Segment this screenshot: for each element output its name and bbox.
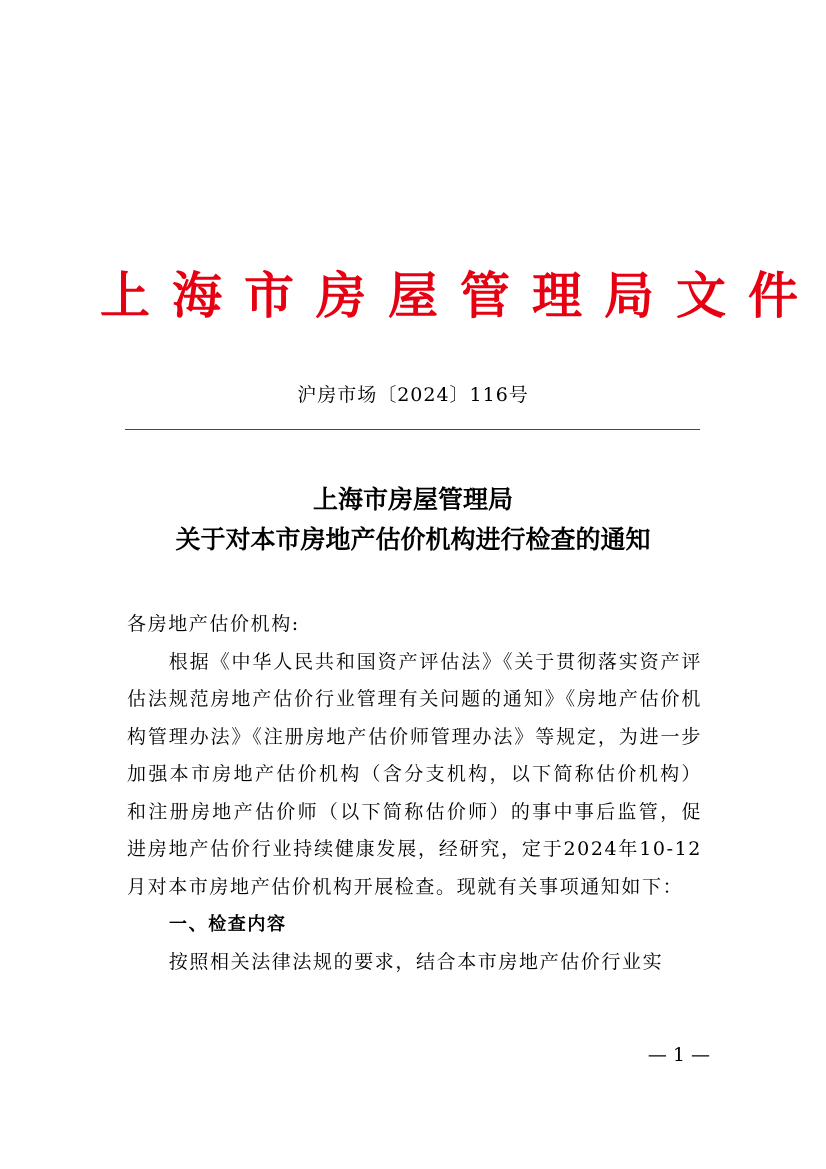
page-number: — 1 — xyxy=(647,1044,710,1066)
title-line-1: 上海市房屋管理局 xyxy=(312,485,513,514)
red-divider-line xyxy=(125,429,700,430)
document-title xyxy=(0,480,826,560)
section-heading-1: 一、检查内容 xyxy=(169,914,287,935)
body-paragraph-1: 根据《中华人民共和国资产评估法》《关于贯彻落实资产评估法规范房地产估价行业管理有关问题的通知》《房地产估价机构管理办法》《注册房地产估价师管理办法》等规定，为进一步加强本市房地产估价机构（含分支机构，以下简称估价机构）和注册房地产估价师（以下简称估价师）的事中事后监管，促进房地产估价行业持续健康发展，经研究，定于2024年10-12月对本市房地产估价机构开展检查。现就有关事项通知如下： xyxy=(127,650,702,898)
document-body xyxy=(127,606,702,981)
document-number: 沪房市场〔2024〕116号 xyxy=(297,384,529,406)
body-paragraph-2: 按照相关法律法规的要求，结合本市房地产估价行业实 xyxy=(168,950,664,973)
salutation: 各房地产估价机构: xyxy=(127,613,300,635)
title-line-2: 关于对本市房地产估价机构进行检查的通知 xyxy=(175,525,651,554)
document-masthead: 上海市房屋管理局文件 xyxy=(100,266,820,325)
